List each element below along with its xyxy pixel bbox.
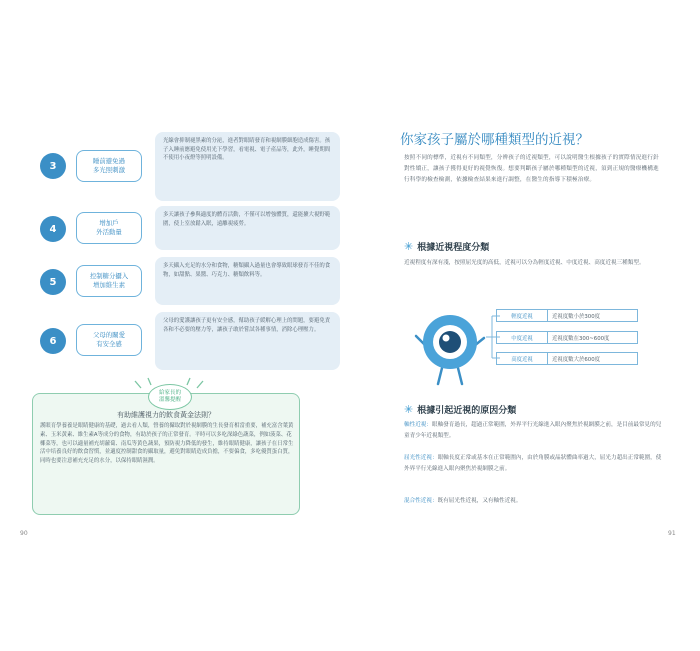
step-description: 父母的愛護讓孩子更有安全感，幫助孩子緩解心理上的問題，要避免責各和不必要的壓力等，讓孩子敢於嘗試各種事情，消除心理壓力。 bbox=[155, 312, 340, 370]
cause-text: 既有屈光性近視，又有軸性近視。 bbox=[437, 498, 522, 504]
cause-term: 軸性近視： bbox=[404, 422, 432, 428]
step-number-badge: 6 bbox=[40, 328, 66, 354]
tip-badge: 給家長的 溫馨提醒 bbox=[148, 384, 192, 410]
cause-text: 眼軸發育過長，超過正常範圍，外界平行光線進入眼內聚焦於視網膜之前，是目前最常見的兒童青少年近視類型。 bbox=[404, 422, 662, 439]
cause-text: 眼軸長度正常或基本在正常範圍內，由於角膜或晶狀體曲率過大，屈光力超出正常範圍，使外界平行光線進入眼內聚焦於視網膜之前。 bbox=[404, 455, 662, 472]
section-heading-cause bbox=[404, 403, 516, 416]
degree-label: 輕度近視 bbox=[496, 309, 548, 322]
step-description: 光線會抑制褪黑素的分泌，進者對眼睛發育和視網膜細胞造成傷害。孩子入睡前應避免使用光下學習，看電視、電子產品等，此外，睡覺期間不使用小夜燈等照明設備。 bbox=[155, 132, 340, 201]
degree-value: 近視度數在300~600度 bbox=[548, 331, 638, 344]
step-tag: 睡前避免過 多光照刺激 bbox=[76, 150, 142, 182]
section-heading-text: 根據近視程度分類 bbox=[417, 243, 490, 253]
cause-item-mixed bbox=[404, 496, 664, 507]
tip-body: 護眼育學養養是眼睛健康的基礎，過去看人類，營養的攝取對於視網膜的生長發育相當重要，補充富含葉黃素、玉米黃素、維生素A等成分的食物，有助於孩子的正常發育。平時可以多吃深綠色蔬菜，例如菠菜、花椰菜等，也可以適量補充胡蘿蔔、南瓜等黃色蔬果，預防視力降低的發生，維持眼睛健康，讓孩子在日常生活中培養良好的飲食習慣，並適度控制甜食的攝取量，避免對眼睛造成負擔，不要偏食，多吃優質蛋白質，同時也要注意補充充足的水分，以保持眼睛濕潤。 bbox=[40, 423, 294, 465]
degree-row-mild bbox=[496, 309, 638, 322]
eyeball-mascot-icon bbox=[412, 306, 488, 388]
asterisk-icon: ✳ bbox=[404, 240, 414, 253]
cause-item-axial bbox=[404, 420, 664, 441]
cause-item-refractive bbox=[404, 453, 664, 474]
step-number-badge: 3 bbox=[40, 153, 66, 179]
step-tag: 控制糖分攝入 增加維生素 bbox=[76, 265, 142, 297]
cause-term: 屈光性近視： bbox=[404, 455, 438, 461]
cause-term: 混合性近視： bbox=[404, 498, 438, 504]
page-title: 你家孩子屬於哪種類型的近視？ bbox=[400, 132, 589, 148]
page-number-left: 90 bbox=[20, 530, 28, 537]
page-number-right: 91 bbox=[668, 530, 676, 537]
section-text-degree: 近視程度有深有淺，按照屈光度的高低，近視可以分為輕度近視、中度近視、高度近視三種類型。 bbox=[404, 260, 645, 266]
step-description: 多天讓孩子參與適度的體育活動，不僅可以增強體質，還能擴大視野範圍，使上室放鬆入眠，遠離視疲勞。 bbox=[155, 206, 340, 250]
step-number-badge: 5 bbox=[40, 269, 66, 295]
section-heading-degree bbox=[404, 240, 489, 253]
degree-label: 高度近視 bbox=[496, 352, 548, 365]
step-tag: 父母的關愛 有安全感 bbox=[76, 324, 142, 356]
step-number-badge: 4 bbox=[40, 216, 66, 242]
step-tag: 增加戶 外活動量 bbox=[76, 212, 142, 244]
degree-value: 近視度數小於300度 bbox=[548, 309, 638, 322]
tip-title: 有助維護視力的飲食黃金法則？ bbox=[117, 411, 215, 419]
degree-value: 近視度數大於600度 bbox=[548, 352, 638, 365]
degree-label: 中度近視 bbox=[496, 331, 548, 344]
degree-row-high bbox=[496, 352, 638, 365]
asterisk-icon: ✳ bbox=[404, 403, 414, 416]
degree-row-moderate bbox=[496, 331, 638, 344]
step-description: 多天攝入充足的水分和食物，糖類攝入過量也會導致眼球發育不佳的食物，如甜點、果醬、巧克力、糖類飲料等。 bbox=[155, 257, 340, 305]
section-heading-text: 根據引起近視的原因分類 bbox=[417, 406, 517, 416]
intro-paragraph: 按照不同的標準，近視有不同類型，分辨孩子的近視類型，可以說明醫生根據孩子的實際情況進行針對性矯正，讓孩子獲得更好的視覺恢復。想要判斷孩子屬於哪種類型的近視，須到正規的醫療機構進行科學的檢查檢測，依據檢查結果來進行調整，在醫生的指導下積極治療。 bbox=[404, 155, 659, 183]
